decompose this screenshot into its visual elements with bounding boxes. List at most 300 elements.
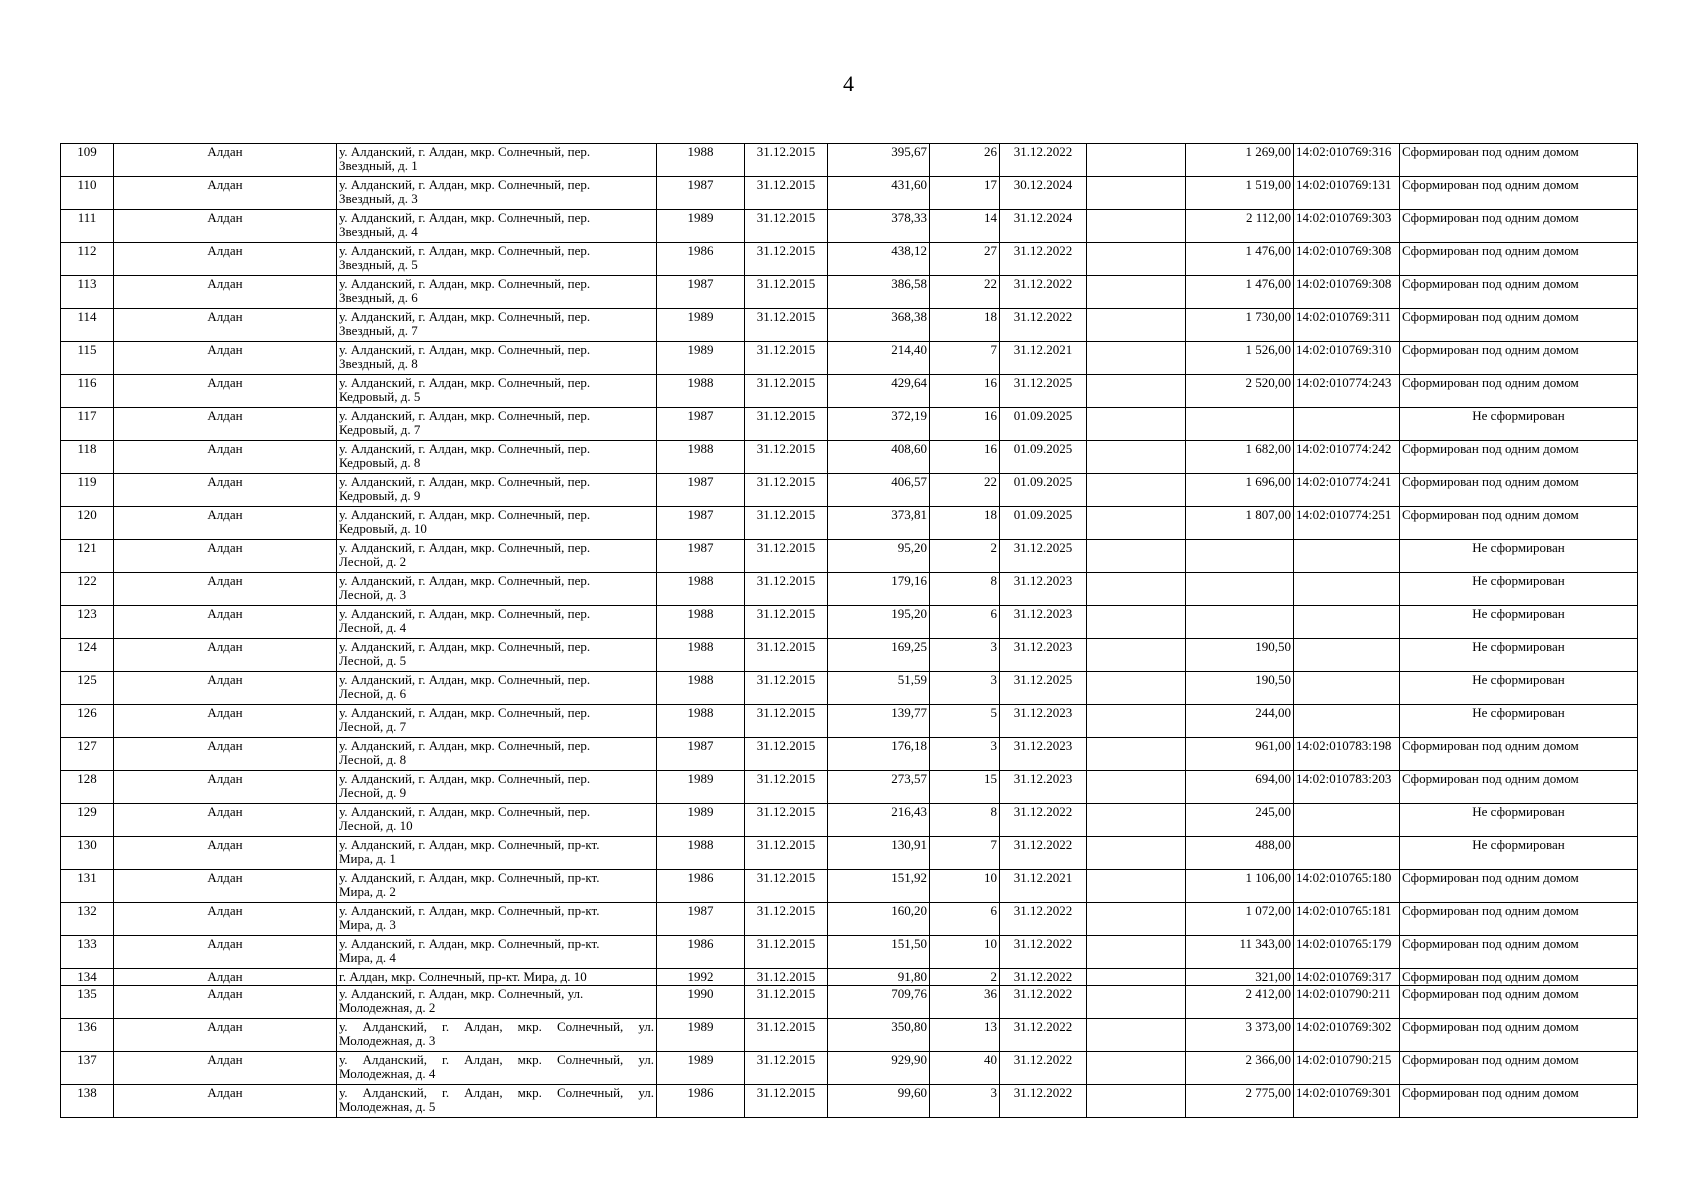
cell-status: Сформирован под одним домом bbox=[1400, 936, 1638, 969]
cell-date-included: 31.12.2015 bbox=[745, 144, 828, 177]
table-row bbox=[61, 507, 1638, 540]
cell-address bbox=[337, 342, 657, 375]
cell-status: Сформирован под одним домом bbox=[1400, 474, 1638, 507]
cell-cadastral-number bbox=[1294, 705, 1400, 738]
cell-date-included: 31.12.2015 bbox=[745, 903, 828, 936]
cell-cadastral-number: 14:02:010783:203 bbox=[1294, 771, 1400, 804]
cell-amount: 1 269,00 bbox=[1186, 144, 1294, 177]
cell-status: Сформирован под одним домом bbox=[1400, 738, 1638, 771]
cell-amount: 245,00 bbox=[1186, 804, 1294, 837]
cell-date-included: 31.12.2015 bbox=[745, 1052, 828, 1085]
cell-date-planned: 01.09.2025 bbox=[1000, 408, 1087, 441]
cell-year: 1986 bbox=[657, 1085, 745, 1118]
address-line-1: у. Алданский, г. Алдан, мкр. Солнечный, пер. bbox=[339, 507, 591, 522]
cell-units: 7 bbox=[930, 837, 1000, 870]
cell-cadastral-number bbox=[1294, 540, 1400, 573]
address-line-1: г. Алдан, мкр. Солнечный, пр-кт. Мира, д. 10 bbox=[339, 969, 587, 984]
cell-empty bbox=[1087, 375, 1186, 408]
cell-units: 26 bbox=[930, 144, 1000, 177]
page-number: 4 bbox=[843, 71, 854, 96]
cell-row-number: 124 bbox=[61, 639, 114, 672]
cell-address bbox=[337, 474, 657, 507]
cell-address bbox=[337, 276, 657, 309]
cell-date-planned: 01.09.2025 bbox=[1000, 474, 1087, 507]
table-row bbox=[61, 837, 1638, 870]
cell-units: 16 bbox=[930, 408, 1000, 441]
cell-cadastral-number bbox=[1294, 837, 1400, 870]
cell-empty bbox=[1087, 804, 1186, 837]
cell-units: 15 bbox=[930, 771, 1000, 804]
cell-city: Алдан bbox=[114, 936, 337, 969]
cell-row-number: 116 bbox=[61, 375, 114, 408]
address-line-1: у. Алданский, г. Алдан, мкр. Солнечный, пер. bbox=[339, 705, 591, 720]
cell-row-number: 135 bbox=[61, 986, 114, 1019]
address-line-2: Звездный, д. 5 bbox=[339, 257, 418, 272]
cell-area: 350,80 bbox=[828, 1019, 930, 1052]
address-line-2: Кедровый, д. 7 bbox=[339, 422, 421, 437]
cell-units: 17 bbox=[930, 177, 1000, 210]
cell-amount: 1 106,00 bbox=[1186, 870, 1294, 903]
cell-date-included: 31.12.2015 bbox=[745, 639, 828, 672]
cell-year: 1989 bbox=[657, 1019, 745, 1052]
table-row bbox=[61, 1085, 1638, 1118]
cell-empty bbox=[1087, 210, 1186, 243]
cell-date-planned: 31.12.2024 bbox=[1000, 210, 1087, 243]
cell-area: 273,57 bbox=[828, 771, 930, 804]
address-line-1: у. Алданский, г. Алдан, мкр. Солнечный, пер. bbox=[339, 177, 591, 192]
address-line-1: у. Алданский, г. Алдан, мкр. Солнечный, пер. bbox=[339, 771, 591, 786]
address-line-2: Звездный, д. 1 bbox=[339, 158, 418, 173]
cell-status: Сформирован под одним домом bbox=[1400, 969, 1638, 986]
cell-city: Алдан bbox=[114, 1019, 337, 1052]
cell-empty bbox=[1087, 986, 1186, 1019]
cell-row-number: 109 bbox=[61, 144, 114, 177]
cell-empty bbox=[1087, 936, 1186, 969]
cell-date-planned: 31.12.2021 bbox=[1000, 870, 1087, 903]
cell-cadastral-number: 14:02:010769:311 bbox=[1294, 309, 1400, 342]
table-row bbox=[61, 705, 1638, 738]
cell-status: Сформирован под одним домом bbox=[1400, 210, 1638, 243]
address-line-1: у. Алданский, г. Алдан, мкр. Солнечный, пер. bbox=[339, 144, 591, 159]
cell-row-number: 122 bbox=[61, 573, 114, 606]
cell-address bbox=[337, 507, 657, 540]
cell-area: 216,43 bbox=[828, 804, 930, 837]
cell-date-planned: 31.12.2022 bbox=[1000, 309, 1087, 342]
cell-city: Алдан bbox=[114, 342, 337, 375]
address-line-1: у. Алданский, г. Алдан, мкр. Солнечный, пер. bbox=[339, 441, 591, 456]
cell-status: Сформирован под одним домом bbox=[1400, 375, 1638, 408]
address-line-1: у. Алданский, г. Алдан, мкр. Солнечный, пер. bbox=[339, 639, 591, 654]
address-line-2: Молодежная, д. 3 bbox=[339, 1033, 436, 1048]
cell-date-included: 31.12.2015 bbox=[745, 837, 828, 870]
cell-date-planned: 31.12.2022 bbox=[1000, 837, 1087, 870]
cell-area: 429,64 bbox=[828, 375, 930, 408]
cell-city: Алдан bbox=[114, 375, 337, 408]
cell-empty bbox=[1087, 342, 1186, 375]
cell-row-number: 132 bbox=[61, 903, 114, 936]
cell-date-included: 31.12.2015 bbox=[745, 771, 828, 804]
table-row bbox=[61, 903, 1638, 936]
cell-empty bbox=[1087, 573, 1186, 606]
address-line-1: у. Алданский, г. Алдан, мкр. Солнечный, пер. bbox=[339, 342, 591, 357]
cell-row-number: 133 bbox=[61, 936, 114, 969]
cell-cadastral-number: 14:02:010769:301 bbox=[1294, 1085, 1400, 1118]
cell-city: Алдан bbox=[114, 738, 337, 771]
cell-address bbox=[337, 705, 657, 738]
cell-units: 6 bbox=[930, 606, 1000, 639]
address-line-2: Мира, д. 4 bbox=[339, 950, 396, 965]
cell-date-included: 31.12.2015 bbox=[745, 441, 828, 474]
cell-status: Не сформирован bbox=[1400, 705, 1638, 738]
cell-address bbox=[337, 375, 657, 408]
cell-date-planned: 31.12.2025 bbox=[1000, 375, 1087, 408]
cell-status: Сформирован под одним домом bbox=[1400, 986, 1638, 1019]
address-line-2: Лесной, д. 4 bbox=[339, 620, 407, 635]
cell-area: 176,18 bbox=[828, 738, 930, 771]
cell-status: Сформирован под одним домом bbox=[1400, 276, 1638, 309]
cell-area: 151,92 bbox=[828, 870, 930, 903]
cell-units: 3 bbox=[930, 738, 1000, 771]
cell-amount: 1 519,00 bbox=[1186, 177, 1294, 210]
cell-empty bbox=[1087, 144, 1186, 177]
address-line-1: у. Алданский, г. Алдан, мкр. Солнечный, пр-кт. bbox=[339, 936, 600, 951]
cell-status: Сформирован под одним домом bbox=[1400, 1085, 1638, 1118]
cell-empty bbox=[1087, 1052, 1186, 1085]
cell-cadastral-number: 14:02:010765:181 bbox=[1294, 903, 1400, 936]
cell-empty bbox=[1087, 408, 1186, 441]
cell-city: Алдан bbox=[114, 507, 337, 540]
cell-year: 1989 bbox=[657, 771, 745, 804]
cell-address bbox=[337, 573, 657, 606]
cell-amount: 1 476,00 bbox=[1186, 276, 1294, 309]
cell-year: 1992 bbox=[657, 969, 745, 986]
address-line-1: у. Алданский, г. Алдан, мкр. Солнечный, ул. bbox=[339, 986, 584, 1001]
cell-city: Алдан bbox=[114, 705, 337, 738]
cell-city: Алдан bbox=[114, 903, 337, 936]
cell-date-included: 31.12.2015 bbox=[745, 672, 828, 705]
cell-status: Не сформирован bbox=[1400, 540, 1638, 573]
cell-units: 3 bbox=[930, 672, 1000, 705]
cell-date-included: 31.12.2015 bbox=[745, 705, 828, 738]
cell-row-number: 137 bbox=[61, 1052, 114, 1085]
address-line-2: Кедровый, д. 10 bbox=[339, 521, 427, 536]
cell-units: 16 bbox=[930, 441, 1000, 474]
cell-address bbox=[337, 144, 657, 177]
address-line-2: Лесной, д. 8 bbox=[339, 752, 407, 767]
table-row bbox=[61, 441, 1638, 474]
table-row bbox=[61, 408, 1638, 441]
cell-address bbox=[337, 441, 657, 474]
cell-row-number: 117 bbox=[61, 408, 114, 441]
cell-city: Алдан bbox=[114, 474, 337, 507]
cell-row-number: 115 bbox=[61, 342, 114, 375]
address-line-1: у. Алданский, г. Алдан, мкр. Солнечный, пр-кт. bbox=[339, 837, 600, 852]
cell-date-planned: 31.12.2022 bbox=[1000, 1085, 1087, 1118]
cell-units: 27 bbox=[930, 243, 1000, 276]
cell-address bbox=[337, 1085, 657, 1118]
address-line-2: Звездный, д. 4 bbox=[339, 224, 418, 239]
cell-row-number: 118 bbox=[61, 441, 114, 474]
cell-year: 1990 bbox=[657, 986, 745, 1019]
cell-address bbox=[337, 1052, 657, 1085]
cell-status: Сформирован под одним домом bbox=[1400, 342, 1638, 375]
cell-date-included: 31.12.2015 bbox=[745, 210, 828, 243]
cell-date-planned: 01.09.2025 bbox=[1000, 441, 1087, 474]
cell-units: 13 bbox=[930, 1019, 1000, 1052]
address-line-1: у. Алданский, г. Алдан, мкр. Солнечный, пер. bbox=[339, 408, 591, 423]
cell-date-included: 31.12.2015 bbox=[745, 573, 828, 606]
cell-date-planned: 30.12.2024 bbox=[1000, 177, 1087, 210]
cell-cadastral-number: 14:02:010774:242 bbox=[1294, 441, 1400, 474]
cell-area: 139,77 bbox=[828, 705, 930, 738]
cell-row-number: 130 bbox=[61, 837, 114, 870]
cell-city: Алдан bbox=[114, 969, 337, 986]
cell-date-planned: 31.12.2023 bbox=[1000, 771, 1087, 804]
cell-year: 1987 bbox=[657, 474, 745, 507]
cell-area: 160,20 bbox=[828, 903, 930, 936]
cell-year: 1988 bbox=[657, 606, 745, 639]
cell-row-number: 113 bbox=[61, 276, 114, 309]
cell-units: 5 bbox=[930, 705, 1000, 738]
cell-date-planned: 31.12.2022 bbox=[1000, 903, 1087, 936]
cell-date-included: 31.12.2015 bbox=[745, 738, 828, 771]
cell-units: 22 bbox=[930, 474, 1000, 507]
cell-area: 368,38 bbox=[828, 309, 930, 342]
address-line-2: Звездный, д. 6 bbox=[339, 290, 418, 305]
address-line-2: Кедровый, д. 9 bbox=[339, 488, 421, 503]
cell-year: 1988 bbox=[657, 441, 745, 474]
cell-status: Не сформирован bbox=[1400, 804, 1638, 837]
cell-units: 16 bbox=[930, 375, 1000, 408]
cell-date-included: 31.12.2015 bbox=[745, 1085, 828, 1118]
cell-city: Алдан bbox=[114, 276, 337, 309]
cell-empty bbox=[1087, 309, 1186, 342]
cell-address bbox=[337, 243, 657, 276]
cell-city: Алдан bbox=[114, 243, 337, 276]
cell-city: Алдан bbox=[114, 441, 337, 474]
cell-year: 1987 bbox=[657, 738, 745, 771]
cell-amount: 321,00 bbox=[1186, 969, 1294, 986]
cell-units: 10 bbox=[930, 936, 1000, 969]
table-row bbox=[61, 243, 1638, 276]
cell-date-included: 31.12.2015 bbox=[745, 804, 828, 837]
cell-area: 195,20 bbox=[828, 606, 930, 639]
cell-year: 1987 bbox=[657, 903, 745, 936]
cell-date-included: 31.12.2015 bbox=[745, 606, 828, 639]
cell-area: 372,19 bbox=[828, 408, 930, 441]
cell-city: Алдан bbox=[114, 672, 337, 705]
cell-amount: 961,00 bbox=[1186, 738, 1294, 771]
cell-units: 6 bbox=[930, 903, 1000, 936]
table-row bbox=[61, 804, 1638, 837]
cell-row-number: 134 bbox=[61, 969, 114, 986]
cell-amount bbox=[1186, 408, 1294, 441]
address-line-2: Молодежная, д. 2 bbox=[339, 1000, 436, 1015]
cell-empty bbox=[1087, 969, 1186, 986]
address-line-2: Лесной, д. 2 bbox=[339, 554, 407, 569]
cell-empty bbox=[1087, 1085, 1186, 1118]
address-line-1: у. Алданский, г. Алдан, мкр. Солнечный, пер. bbox=[339, 540, 591, 555]
cell-date-included: 31.12.2015 bbox=[745, 540, 828, 573]
cell-city: Алдан bbox=[114, 804, 337, 837]
cell-address bbox=[337, 408, 657, 441]
table-row bbox=[61, 276, 1638, 309]
cell-address bbox=[337, 672, 657, 705]
cell-address bbox=[337, 903, 657, 936]
cell-units: 7 bbox=[930, 342, 1000, 375]
cell-cadastral-number bbox=[1294, 606, 1400, 639]
cell-year: 1987 bbox=[657, 276, 745, 309]
address-line-1: у. Алданский, г. Алдан, мкр. Солнечный, пер. bbox=[339, 738, 591, 753]
cell-units: 2 bbox=[930, 540, 1000, 573]
cell-cadastral-number: 14:02:010774:243 bbox=[1294, 375, 1400, 408]
cell-year: 1988 bbox=[657, 837, 745, 870]
cell-cadastral-number: 14:02:010769:308 bbox=[1294, 276, 1400, 309]
cell-year: 1989 bbox=[657, 1052, 745, 1085]
cell-area: 214,40 bbox=[828, 342, 930, 375]
cell-amount: 1 696,00 bbox=[1186, 474, 1294, 507]
address-line-1: у. Алданский, г. Алдан, мкр. Солнечный, пер. bbox=[339, 573, 591, 588]
cell-units: 40 bbox=[930, 1052, 1000, 1085]
cell-address bbox=[337, 804, 657, 837]
cell-units: 8 bbox=[930, 573, 1000, 606]
cell-amount: 3 373,00 bbox=[1186, 1019, 1294, 1052]
cell-cadastral-number bbox=[1294, 573, 1400, 606]
cell-empty bbox=[1087, 870, 1186, 903]
cell-date-included: 31.12.2015 bbox=[745, 870, 828, 903]
cell-date-included: 31.12.2015 bbox=[745, 243, 828, 276]
cell-date-planned: 31.12.2023 bbox=[1000, 738, 1087, 771]
address-line-1: у. Алданский, г. Алдан, мкр. Солнечный, пр-кт. bbox=[339, 903, 600, 918]
cell-year: 1986 bbox=[657, 243, 745, 276]
cell-empty bbox=[1087, 507, 1186, 540]
cell-address bbox=[337, 210, 657, 243]
cell-status: Не сформирован bbox=[1400, 639, 1638, 672]
address-line-1: у. Алданский, г. Алдан, мкр. Солнечный, ул. bbox=[339, 1085, 654, 1100]
cell-units: 10 bbox=[930, 870, 1000, 903]
cell-year: 1986 bbox=[657, 870, 745, 903]
cell-city: Алдан bbox=[114, 606, 337, 639]
cell-amount: 244,00 bbox=[1186, 705, 1294, 738]
cell-row-number: 123 bbox=[61, 606, 114, 639]
cell-status: Не сформирован bbox=[1400, 606, 1638, 639]
cell-status: Сформирован под одним домом bbox=[1400, 441, 1638, 474]
address-line-1: у. Алданский, г. Алдан, мкр. Солнечный, пер. bbox=[339, 309, 591, 324]
table-row bbox=[61, 144, 1638, 177]
cell-status: Сформирован под одним домом bbox=[1400, 771, 1638, 804]
cell-city: Алдан bbox=[114, 837, 337, 870]
cell-date-included: 31.12.2015 bbox=[745, 1019, 828, 1052]
cell-empty bbox=[1087, 276, 1186, 309]
cell-area: 179,16 bbox=[828, 573, 930, 606]
cell-amount: 2 520,00 bbox=[1186, 375, 1294, 408]
cell-address bbox=[337, 986, 657, 1019]
cell-city: Алдан bbox=[114, 144, 337, 177]
cell-cadastral-number: 14:02:010774:241 bbox=[1294, 474, 1400, 507]
cell-amount: 2 112,00 bbox=[1186, 210, 1294, 243]
cell-address bbox=[337, 177, 657, 210]
cell-cadastral-number bbox=[1294, 804, 1400, 837]
cell-date-included: 31.12.2015 bbox=[745, 276, 828, 309]
cell-area: 386,58 bbox=[828, 276, 930, 309]
cell-cadastral-number: 14:02:010769:310 bbox=[1294, 342, 1400, 375]
cell-amount: 488,00 bbox=[1186, 837, 1294, 870]
cell-date-planned: 31.12.2022 bbox=[1000, 969, 1087, 986]
cell-year: 1988 bbox=[657, 705, 745, 738]
cell-area: 169,25 bbox=[828, 639, 930, 672]
cell-units: 3 bbox=[930, 1085, 1000, 1118]
cell-status: Сформирован под одним домом bbox=[1400, 243, 1638, 276]
address-line-1: у. Алданский, г. Алдан, мкр. Солнечный, пр-кт. bbox=[339, 870, 600, 885]
table-row bbox=[61, 210, 1638, 243]
cell-date-included: 31.12.2015 bbox=[745, 342, 828, 375]
address-line-2: Лесной, д. 3 bbox=[339, 587, 407, 602]
cell-cadastral-number: 14:02:010765:179 bbox=[1294, 936, 1400, 969]
cell-status: Не сформирован bbox=[1400, 408, 1638, 441]
address-line-1: у. Алданский, г. Алдан, мкр. Солнечный, пер. bbox=[339, 672, 591, 687]
address-line-2: Звездный, д. 3 bbox=[339, 191, 418, 206]
cell-amount: 1 072,00 bbox=[1186, 903, 1294, 936]
address-line-2: Молодежная, д. 4 bbox=[339, 1066, 436, 1081]
cell-row-number: 128 bbox=[61, 771, 114, 804]
cell-row-number: 129 bbox=[61, 804, 114, 837]
address-line-1: у. Алданский, г. Алдан, мкр. Солнечный, пер. bbox=[339, 375, 591, 390]
address-line-2: Лесной, д. 6 bbox=[339, 686, 407, 701]
cell-empty bbox=[1087, 441, 1186, 474]
cell-empty bbox=[1087, 672, 1186, 705]
cell-date-planned: 31.12.2022 bbox=[1000, 936, 1087, 969]
cell-units: 8 bbox=[930, 804, 1000, 837]
table-row bbox=[61, 474, 1638, 507]
address-line-2: Лесной, д. 9 bbox=[339, 785, 407, 800]
table-row bbox=[61, 1019, 1638, 1052]
cell-date-planned: 31.12.2022 bbox=[1000, 1019, 1087, 1052]
cell-empty bbox=[1087, 771, 1186, 804]
cell-empty bbox=[1087, 606, 1186, 639]
table-row bbox=[61, 540, 1638, 573]
cell-date-included: 31.12.2015 bbox=[745, 375, 828, 408]
cell-year: 1989 bbox=[657, 804, 745, 837]
cell-amount bbox=[1186, 573, 1294, 606]
cell-address bbox=[337, 738, 657, 771]
cell-amount: 1 526,00 bbox=[1186, 342, 1294, 375]
cell-amount: 1 682,00 bbox=[1186, 441, 1294, 474]
address-line-2: Кедровый, д. 5 bbox=[339, 389, 421, 404]
cell-area: 395,67 bbox=[828, 144, 930, 177]
cell-row-number: 121 bbox=[61, 540, 114, 573]
cell-address bbox=[337, 771, 657, 804]
address-line-1: у. Алданский, г. Алдан, мкр. Солнечный, пер. bbox=[339, 804, 591, 819]
cell-amount: 694,00 bbox=[1186, 771, 1294, 804]
cell-address bbox=[337, 1019, 657, 1052]
cell-amount: 1 730,00 bbox=[1186, 309, 1294, 342]
cell-units: 36 bbox=[930, 986, 1000, 1019]
cell-year: 1987 bbox=[657, 408, 745, 441]
address-line-1: у. Алданский, г. Алдан, мкр. Солнечный, пер. bbox=[339, 606, 591, 621]
address-line-2: Молодежная, д. 5 bbox=[339, 1099, 436, 1114]
cell-date-planned: 31.12.2023 bbox=[1000, 573, 1087, 606]
cell-city: Алдан bbox=[114, 177, 337, 210]
table-row bbox=[61, 1052, 1638, 1085]
cell-address bbox=[337, 540, 657, 573]
cell-city: Алдан bbox=[114, 1085, 337, 1118]
cell-address bbox=[337, 870, 657, 903]
cell-city: Алдан bbox=[114, 870, 337, 903]
cell-date-planned: 31.12.2023 bbox=[1000, 705, 1087, 738]
table-row bbox=[61, 870, 1638, 903]
cell-year: 1989 bbox=[657, 309, 745, 342]
table-row bbox=[61, 771, 1638, 804]
